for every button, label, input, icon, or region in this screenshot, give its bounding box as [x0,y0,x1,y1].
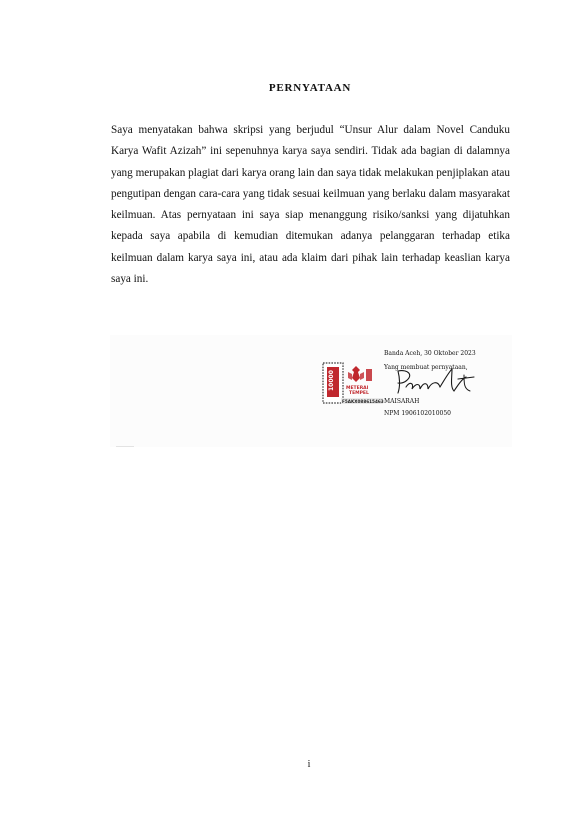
signature-npm: NPM 1906102010050 [384,410,451,417]
stamp-serial: F5AKX088615463 [342,399,384,404]
signature-block [110,335,512,447]
signature-declarant-label: Yang membuat pernyataan, [384,364,468,371]
meterai-stamp [322,360,384,408]
statement-paragraph: Saya menyatakan bahwa skripsi yang berjudul “Unsur Alur dalam Novel Canduku Karya Wafit Azizah” ini sepenuhnya karya saya sendiri. Tidak ada bagian di dalamnya yang merupakan plagiat dari karya orang lain dan saya tidak melakukan penjiplakan atau pengutipan dengan cara-cara yang tidak sesuai keilmuan yang berlaku dalam masyarakat keilmuan. Atas pernyataan ini saya siap menanggung risiko/sanksi yang dijatuhkan kepada saya apabila di kemudian ditemukan adanya pelanggaran terhadap etika keilmuan dalam karya saya ini, atau ada klaim dari pihak lain terhadap keaslian karya saya ini. [111,124,510,286]
scan-artifact-line [116,446,134,447]
signature-place-date: Banda Aceh, 30 Oktober 2023 [384,350,476,357]
page-number: i [307,759,311,770]
meterai-stamp-graphic [322,360,384,408]
stamp-label-top: METERAI [346,386,369,391]
stamp-label-bottom: TEMPEL [349,391,369,396]
page-title: PERNYATAAN [268,82,352,94]
signature-name: MAISARAH [384,398,420,405]
stamp-value-text: 10000 [328,370,335,391]
